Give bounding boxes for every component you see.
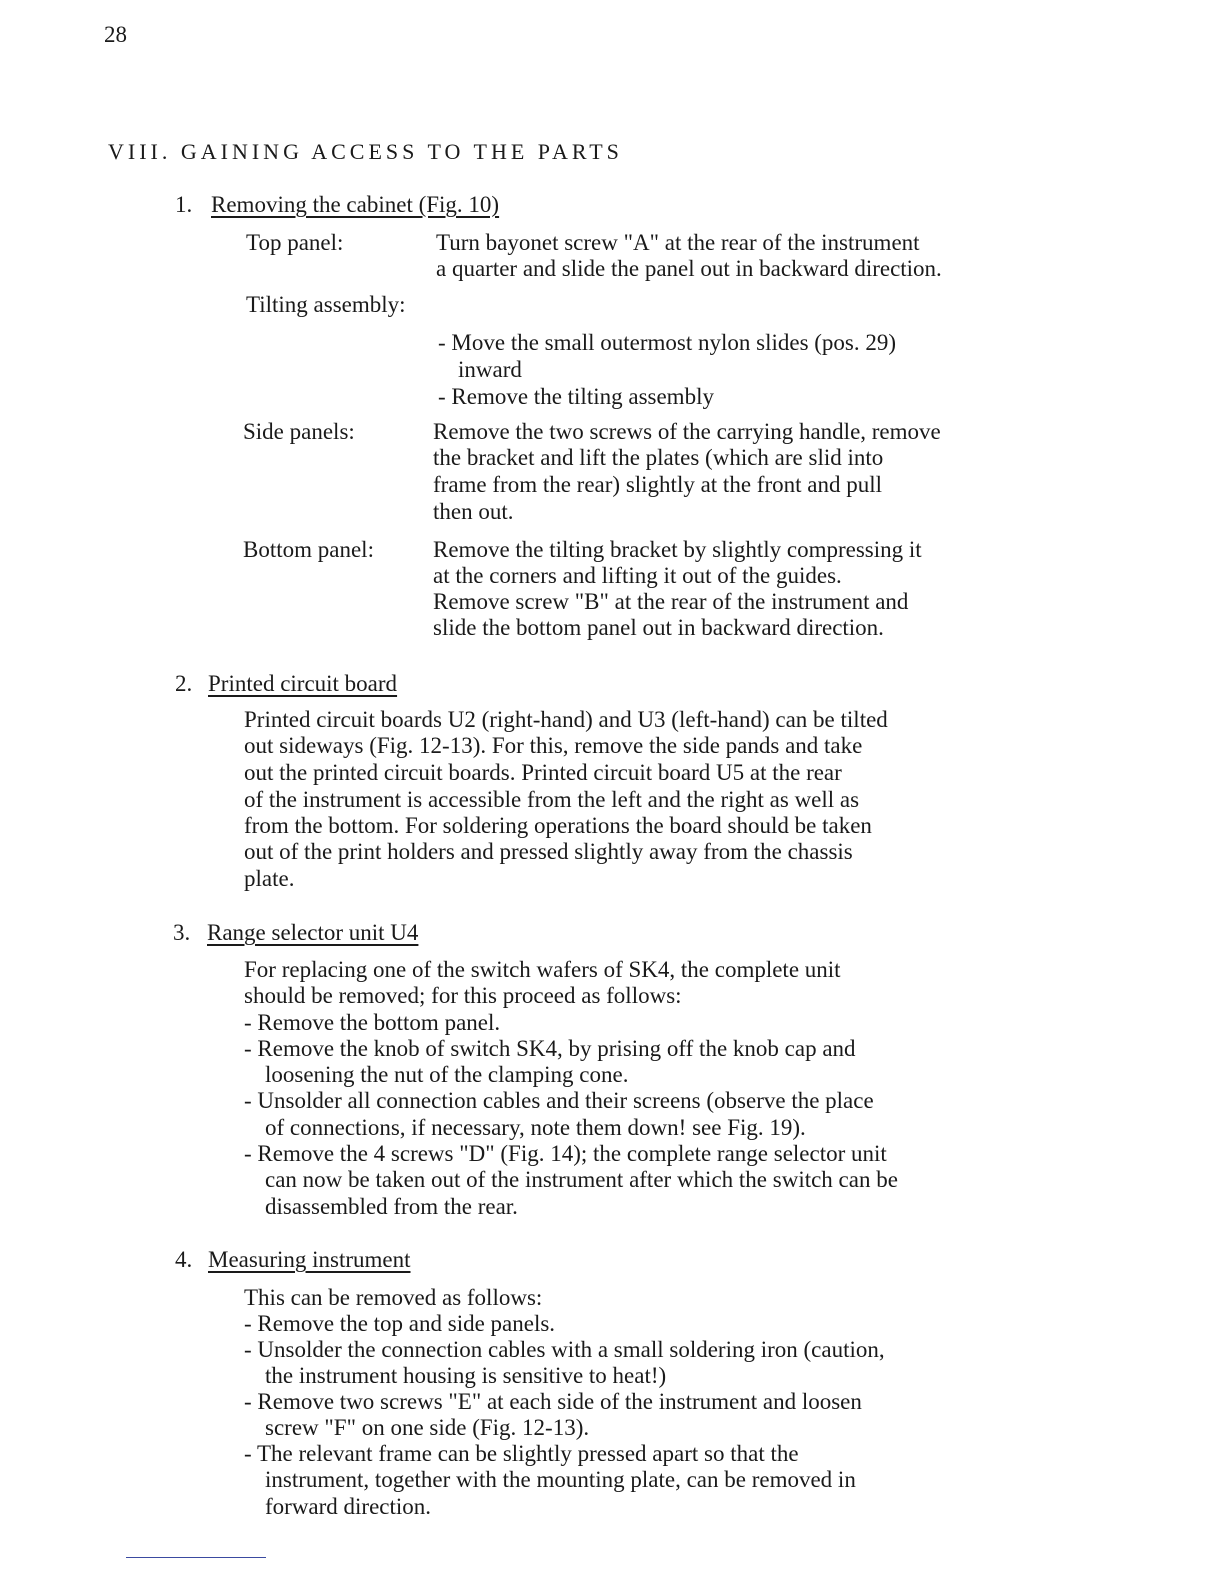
text-line: out of the print holders and pressed slightly away from the chassis <box>244 839 853 864</box>
text-line: Remove the two screws of the carrying handle, remove <box>433 419 941 444</box>
text-line: the bracket and lift the plates (which are slid into <box>433 445 884 470</box>
section-1-title: Removing the cabinet (Fig. 10) <box>211 192 500 217</box>
section-heading: VIII. GAINING ACCESS TO THE PARTS <box>108 139 623 164</box>
text-line: from the bottom. For soldering operations the board should be taken <box>244 813 872 838</box>
text-line: a quarter and slide the panel out in backward direction. <box>436 256 942 281</box>
section-4-title: Measuring instrument <box>208 1247 411 1272</box>
text-line: then out. <box>433 499 514 524</box>
text-line: - Move the small outermost nylon slides (pos. 29) <box>438 330 897 355</box>
section-2-title: Printed circuit board <box>208 671 398 696</box>
section-2-number: 2. <box>175 671 193 696</box>
section-3-title: Range selector unit U4 <box>207 920 419 945</box>
text-line: loosening the nut of the clamping cone. <box>265 1062 629 1087</box>
text-line: inward <box>458 357 522 382</box>
text-line: - Unsolder the connection cables with a small soldering iron (caution, <box>244 1337 885 1362</box>
text-line: For replacing one of the switch wafers of SK4, the complete unit <box>244 957 841 982</box>
text-line: - Remove the top and side panels. <box>244 1311 556 1336</box>
item-label-side-panels: Side panels: <box>243 419 355 444</box>
text-line: can now be taken out of the instrument after which the switch can be <box>265 1167 898 1192</box>
item-label-bottom-panel: Bottom panel: <box>243 537 374 562</box>
text-line: - Remove the tilting assembly <box>438 384 714 409</box>
text-line: slide the bottom panel out in backward direction. <box>433 615 884 640</box>
text-line: plate. <box>244 866 295 891</box>
text-line: Printed circuit boards U2 (right-hand) and U3 (left-hand) can be tilted <box>244 707 888 732</box>
text-line: - Remove two screws "E" at each side of the instrument and loosen <box>244 1389 862 1414</box>
page-number: 28 <box>104 22 127 47</box>
text-line: out the printed circuit boards. Printed circuit board U5 at the rear <box>244 760 842 785</box>
section-1-number: 1. <box>175 192 193 217</box>
text-line: forward direction. <box>265 1494 432 1519</box>
text-line: This can be removed as follows: <box>244 1285 543 1310</box>
text-line: should be removed; for this proceed as follows: <box>244 983 682 1008</box>
section-3-number: 3. <box>173 920 191 945</box>
text-line: - Remove the 4 screws "D" (Fig. 14); the complete range selector unit <box>244 1141 887 1166</box>
text-line: disassembled from the rear. <box>265 1194 518 1219</box>
text-line: the instrument housing is sensitive to heat!) <box>265 1363 667 1388</box>
item-label-top-panel: Top panel: <box>246 230 344 255</box>
text-line: Remove the tilting bracket by slightly compressing it <box>433 537 922 562</box>
text-line: of the instrument is accessible from the left and the right as well as <box>244 787 860 812</box>
text-line: of connections, if necessary, note them down! see Fig. 19). <box>265 1115 806 1140</box>
text-line: - Remove the bottom panel. <box>244 1010 501 1035</box>
text-line: - Unsolder all connection cables and their screens (observe the place <box>244 1088 874 1113</box>
text-line: - The relevant frame can be slightly pressed apart so that the <box>244 1441 799 1466</box>
footnote-rule <box>126 1557 266 1558</box>
section-4-number: 4. <box>175 1247 193 1272</box>
text-line: - Remove the knob of switch SK4, by prising off the knob cap and <box>244 1036 856 1061</box>
text-line: frame from the rear) slightly at the front and pull <box>433 472 882 497</box>
text-line: Remove screw "B" at the rear of the instrument and <box>433 589 909 614</box>
text-line: at the corners and lifting it out of the guides. <box>433 563 842 588</box>
text-line: screw "F" on one side (Fig. 12-13). <box>265 1415 590 1440</box>
text-line: out sideways (Fig. 12-13). For this, remove the side pands and take <box>244 733 863 758</box>
text-line: Turn bayonet screw "A" at the rear of the instrument <box>436 230 920 255</box>
text-line: instrument, together with the mounting plate, can be removed in <box>265 1467 856 1492</box>
item-label-tilting-assembly: Tilting assembly: <box>246 292 406 317</box>
